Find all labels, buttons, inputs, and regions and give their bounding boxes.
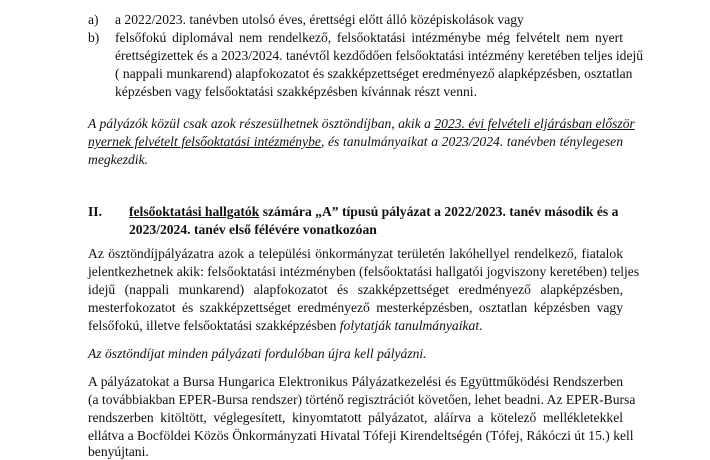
section-heading: felsőoktatási hallgatók számára „A” típusú pályázat a 2022/2023. tanév második és a	[129, 204, 619, 219]
eligibility-paragraph-line: idejű (nappali munkarend) alapfokozatot és szakképzettséget eredményező alapképzésben,	[88, 282, 623, 297]
section-number: II.	[88, 204, 102, 219]
submission-paragraph-line: benyújtani.	[88, 444, 149, 459]
submission-paragraph-line: (a továbbiakban EPER-Bursa rendszer) történő regisztrációt követően, lehet beadni. Az EPER-Bursa	[88, 392, 636, 407]
note-eligibility-line: nyernek felvételt felsőoktatási intézménybe, és tanulmányaikat a 2023/2024. tanévben ténylegesen	[88, 134, 624, 149]
first-admission-link[interactable]: 2023. évi felvételi eljárásban először	[434, 116, 635, 131]
eligibility-paragraph-line: felsőfokú, illetve felsőoktatási szakképzésben folytatják tanulmányaikat.	[88, 318, 483, 333]
section-heading-line2: 2023/2024. tanév első félévére vonatkozóan	[129, 222, 377, 237]
submission-paragraph-line: A pályázatokat a Bursa Hungarica Elektronikus Pályázatkezelési és Együttműködési Rendszerben	[88, 374, 623, 389]
note-reapply: Az ösztöndíjat minden pályázati fordulóban újra kell pályázni.	[88, 346, 427, 361]
list-marker-b: b)	[88, 30, 100, 45]
list-item-b-line: érettségizettek és a 2023/2024. tanévtől kezdődően felsőoktatási intézmény keretében teljes idejű	[115, 48, 644, 63]
submission-paragraph-line: ellátva a Bocföldei Közös Önkormányzati Hivatal Tófeji Kirendeltségén (Tófej, Rákóczi út 15.) kell	[88, 428, 634, 443]
list-item-a: a 2022/2023. tanévben utolsó éves, érettségi előtt álló középiskolások vagy	[115, 12, 524, 27]
list-item-b-line: felsőfokú diplomával nem rendelkező, felsőoktatási intézménybe még felvételt nem nyert	[115, 30, 623, 45]
list-item-b-line: ( nappali munkarend) alapfokozatot és szakképzettséget eredményező alapképzésben, osztatlan	[115, 66, 633, 81]
section-heading-link[interactable]: felsőoktatási hallgatók	[129, 204, 260, 219]
note-eligibility-line: megkezdik.	[88, 152, 149, 167]
list-marker-a: a)	[88, 12, 99, 27]
eligibility-paragraph-line: Az ösztöndíjpályázatra azok a települési önkormányzat területén lakóhellyel rendelkező, fiatalok	[88, 246, 623, 261]
note-eligibility-line: A pályázók közül csak azok részesülhetnek ösztöndíjban, akik a 2023. évi felvételi eljárásban először	[88, 116, 635, 131]
list-item-b-line: képzésben vagy felsőoktatási szakképzésben kívánnak részt venni.	[115, 84, 477, 99]
first-admission-link[interactable]: nyernek felvételt felsőoktatási intézménybe	[88, 134, 321, 149]
submission-paragraph-line: rendszerben kitöltött, véglegesített, kinyomtatott pályázatot, aláírva a kötelező mellékletekkel	[88, 410, 623, 425]
eligibility-paragraph-line: mesterfokozatot és szakképzettséget eredményező mesterképzésben, osztatlan képzésben vagy	[88, 300, 623, 315]
eligibility-paragraph-line: jelentkezhetnek akik: felsőoktatási intézményben (felsőoktatási hallgatói jogviszony keretében) teljes	[88, 264, 640, 279]
